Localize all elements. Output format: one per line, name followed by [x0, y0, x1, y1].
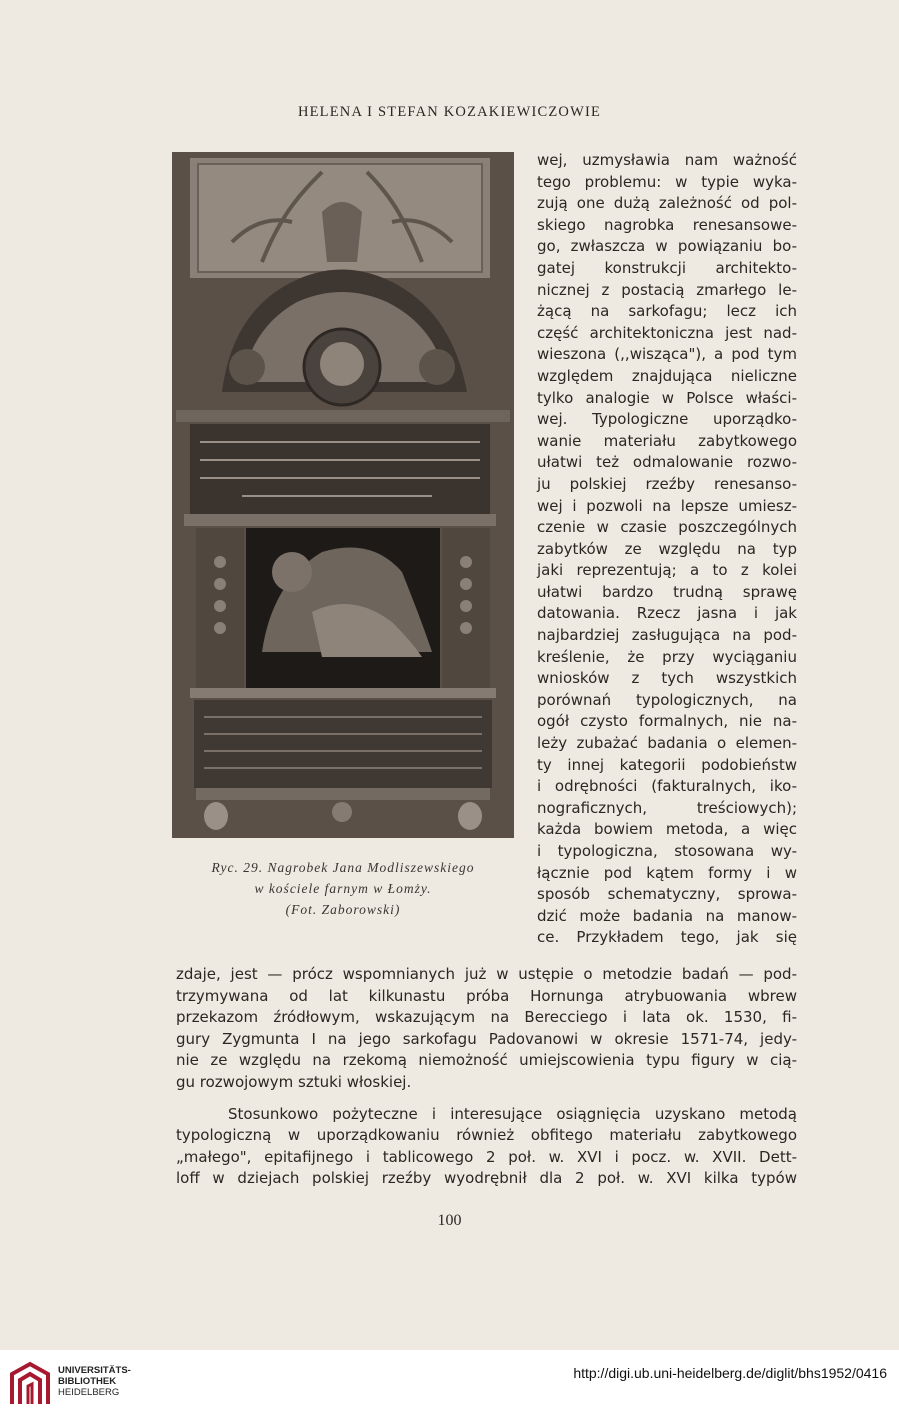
paragraph-line: loff w dziejach polskiej rzeźby wyodrębnił dla 2 poł. w. XVI kilka typów — [176, 1169, 797, 1188]
text-line: nie ze względu na rzekomą niemożność umiejscowienia typu figury w cią- — [176, 1051, 797, 1070]
caption-line: Ryc. 29. Nagrobek Jana Modliszewskiego — [211, 860, 475, 875]
text-line: porównań typologicznych, na — [537, 690, 797, 709]
text-line: i typologiczna, stosowana wy- — [537, 842, 797, 860]
right-column-text — [537, 150, 797, 949]
text-line: go, zwłaszcza w powiązaniu bo- — [537, 237, 797, 256]
text-line: względem znajdująca nieliczne — [537, 366, 797, 385]
text-line: dzić może badania na manow- — [537, 906, 797, 925]
text-line: leży zubażać badania o elemen- — [537, 734, 797, 753]
library-name — [58, 1365, 131, 1398]
text-line: wniosków z tych wszystkich — [537, 669, 797, 688]
text-line: datowania. Rzecz jasna i jak — [537, 604, 797, 623]
text-line: najbardziej zasługująca na pod- — [537, 626, 797, 645]
library-name-line: UNIVERSITÄTS- — [58, 1365, 131, 1376]
text-line: ce. Przykładem tego, jak się — [537, 928, 797, 947]
text-line: wieszona (,,wisząca"), a pod tym — [537, 345, 797, 364]
text-line: zdaje, jest — prócz wspomnianych już w ustępie o metodzie badań — pod- — [176, 965, 797, 983]
text-line: zabytków ze względu na typ — [537, 539, 797, 558]
source-url-link[interactable]: http://digi.ub.uni-heidelberg.de/diglit/bhs1952/0416 — [573, 1365, 887, 1381]
text-line: żącą na sarkofagu; lecz ich — [537, 302, 797, 321]
text-line: wej, uzmysławia nam ważność — [537, 151, 797, 169]
text-line: część architektoniczna jest nad- — [537, 323, 797, 342]
text-line: gu rozwojowym sztuki włoskiej. — [176, 1072, 412, 1091]
text-line: wej i pozwoli na lepsze umiesz- — [537, 496, 797, 515]
caption-line: (Fot. Zaborowski) — [285, 902, 401, 917]
text-line: zują one dużą zależność od pol- — [537, 194, 797, 213]
tomb-photograph — [172, 152, 514, 838]
text-line: i odrębności (fakturalnych, iko- — [537, 777, 797, 796]
page-number: 100 — [437, 1212, 462, 1229]
figure-caption — [172, 857, 514, 920]
paragraph-line: typologiczną w uporządkowaniu również obfitego materiału zabytkowego — [176, 1126, 797, 1145]
text-line: jaki reprezentują; a to z kolei — [537, 561, 797, 580]
running-header: HELENA I STEFAN KOZAKIEWICZOWIE — [297, 104, 602, 120]
text-line: tylko analogie w Polsce właści- — [537, 388, 797, 407]
paragraph-line: Stosunkowo pożyteczne i interesujące osiągnięcia uzyskano metodą — [228, 1104, 797, 1123]
text-line: ju polskiej rzeźby renesanso- — [537, 474, 797, 493]
text-line: skiego nagrobka renesansowe- — [537, 215, 797, 234]
library-name-line: BIBLIOTHEK — [58, 1376, 117, 1387]
university-library-logo-icon — [8, 1360, 52, 1408]
text-line: ułatwi też odmalowanie rozwo- — [537, 453, 797, 472]
text-line: trzymywana od lat kilkunastu próba Hornunga atrybuowania wbrew — [176, 986, 797, 1005]
full-width-text — [176, 964, 797, 1190]
text-line: ty innej kategorii podobieństw — [537, 755, 797, 774]
text-line: każda bowiem metoda, a więc — [537, 820, 797, 839]
library-footer — [0, 1350, 899, 1418]
text-line: sposób schematyczny, sprowa- — [537, 885, 797, 904]
paragraph-line: „małego", epitafijnego i tablicowego 2 poł. w. XVI i pocz. w. XVII. Dett- — [176, 1147, 797, 1166]
text-line: wej. Typologiczne uporządko- — [537, 410, 797, 429]
text-line: przekazom źródłowym, wskazującym na Berecciego i lata ok. 1530, fi- — [176, 1008, 797, 1027]
text-line: tego problemu: w typie wyka- — [537, 172, 797, 191]
text-line: gury Zygmunta I na jego sarkofagu Padovanowi w okresie 1571-74, jedy- — [176, 1029, 797, 1048]
text-line: wanie materiału zabytkowego — [537, 431, 797, 450]
caption-line: w kościele farnym w Łomży. — [254, 881, 432, 896]
text-line: ułatwi bardzo trudną sprawę — [537, 582, 797, 601]
text-line: nograficznych, treściowych); — [537, 798, 797, 817]
text-line: ogół czysto formalnych, nie na- — [537, 712, 797, 731]
text-line: gatej konstrukcji architekto- — [537, 258, 797, 277]
text-line: kreślenie, że przy wyciąganiu — [537, 647, 797, 666]
text-line: czenie w czasie poszczególnych — [537, 518, 797, 537]
text-line: nicznej z postacią zmarłego le- — [537, 280, 797, 299]
text-line: łącznie pod kątem formy i w — [537, 863, 797, 882]
library-name-line: HEIDELBERG — [58, 1387, 120, 1398]
